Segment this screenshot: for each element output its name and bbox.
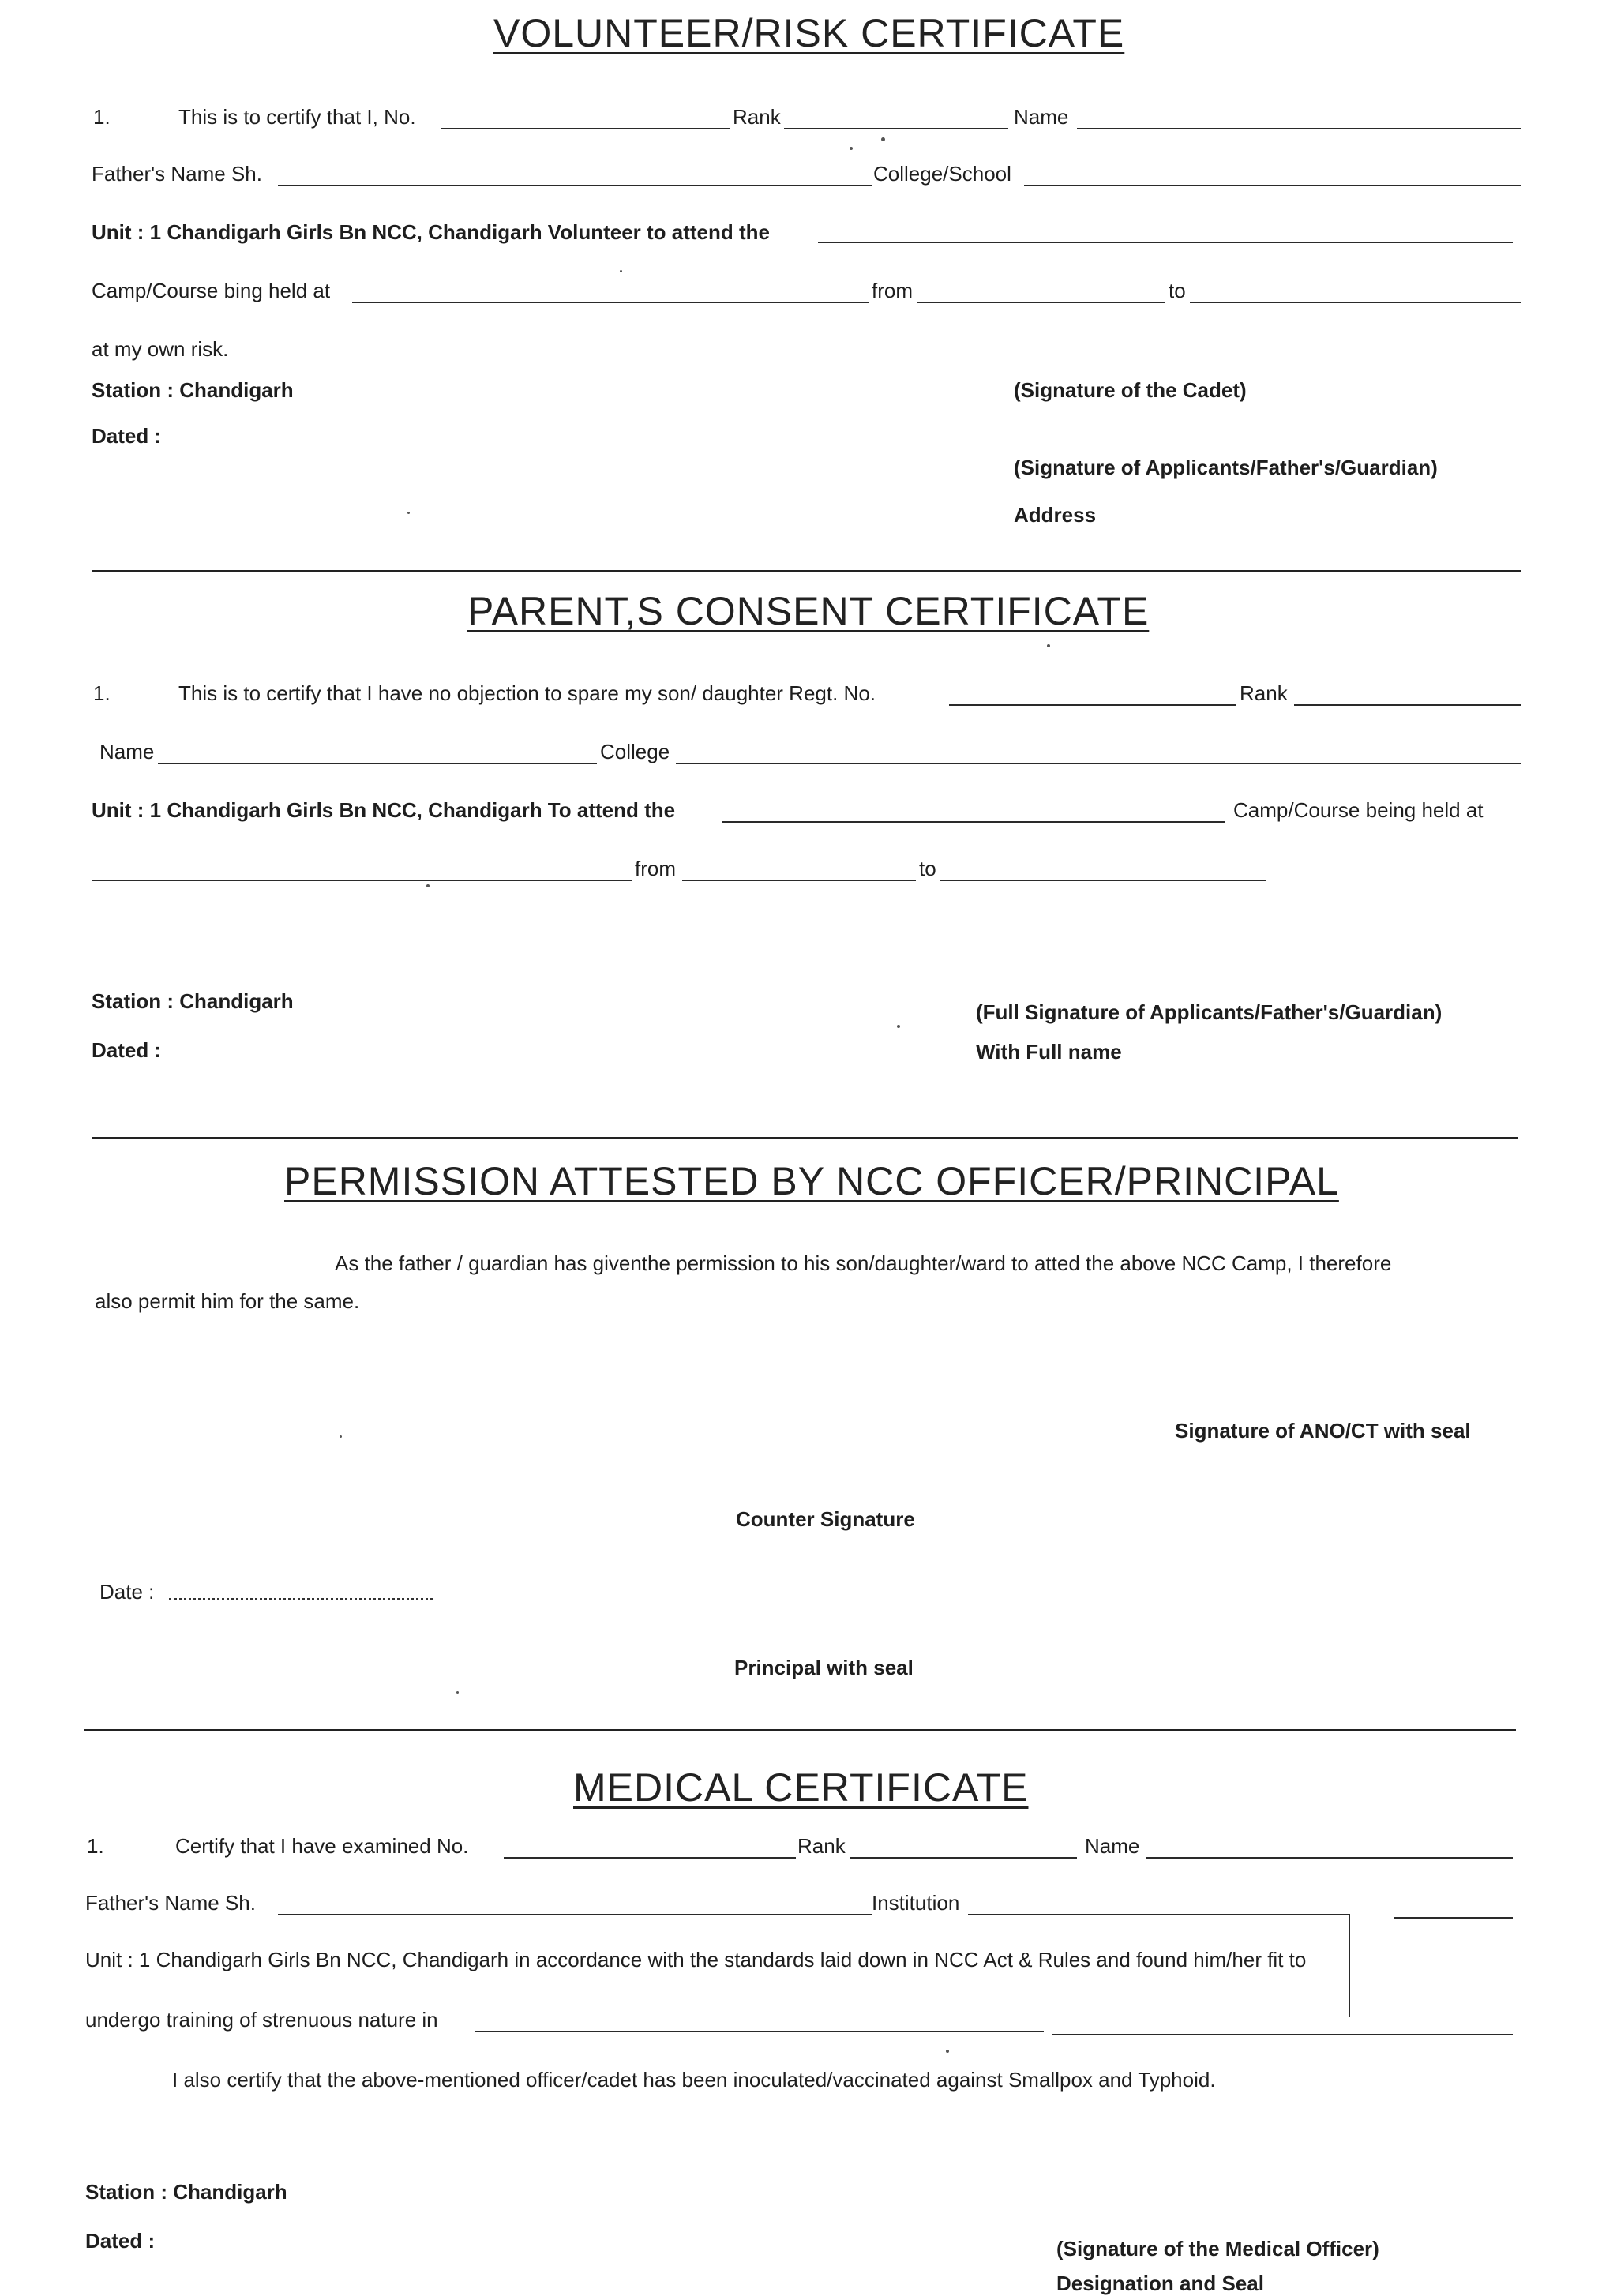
medical-extra-field[interactable] xyxy=(1394,1917,1513,1919)
medical-officer-signature: (Signature of the Medical Officer) xyxy=(1056,2237,1379,2260)
parents-station: Station : Chandigarh xyxy=(92,989,294,1013)
volunteer-station: Station : Chandigarh xyxy=(92,378,294,402)
permission-paragraph-line2: also permit him for the same. xyxy=(95,1289,360,1313)
volunteer-cadet-signature: (Signature of the Cadet) xyxy=(1014,378,1247,402)
medical-institution-field[interactable] xyxy=(968,1914,1350,1915)
counter-signature-label: Counter Signature xyxy=(736,1507,915,1531)
parents-camp-place-field[interactable] xyxy=(92,880,632,881)
scan-speck xyxy=(881,137,885,141)
medical-unit-text: Unit : 1 Chandigarh Girls Bn NCC, Chandigarh in accordance with the standards laid down in NCC Act & Rules and found him/her fit to xyxy=(85,1948,1307,1971)
volunteer-from-label: from xyxy=(872,279,913,302)
volunteer-college-field[interactable] xyxy=(1024,185,1521,186)
volunteer-number-field[interactable] xyxy=(441,128,730,129)
scan-speck xyxy=(946,2050,949,2053)
parents-name-field[interactable] xyxy=(158,763,597,764)
medical-name-field[interactable] xyxy=(1146,1857,1513,1859)
ano-signature-label: Signature of ANO/CT with seal xyxy=(1175,1419,1471,1443)
parents-item-number: 1. xyxy=(93,681,111,705)
volunteer-risk-text: at my own risk. xyxy=(92,337,229,361)
medical-undergo-text: undergo training of strenuous nature in xyxy=(85,2008,438,2032)
parents-regt-number-field[interactable] xyxy=(949,704,1236,706)
volunteer-father-label: Father's Name Sh. xyxy=(92,162,262,186)
volunteer-address-label: Address xyxy=(1014,503,1097,527)
volunteer-certificate-title: VOLUNTEER/RISK CERTIFICATE xyxy=(493,11,1125,55)
parents-dated: Dated : xyxy=(92,1038,162,1062)
medical-station: Station : Chandigarh xyxy=(85,2180,287,2204)
medical-name-label: Name xyxy=(1085,1834,1140,1858)
scan-speck xyxy=(897,1025,900,1028)
parents-rank-field[interactable] xyxy=(1294,704,1521,706)
parents-from-label: from xyxy=(635,857,676,880)
parents-certificate-title: PARENT,S CONSENT CERTIFICATE xyxy=(467,589,1150,633)
medical-father-label: Father's Name Sh. xyxy=(85,1891,256,1915)
volunteer-rank-label: Rank xyxy=(733,105,781,129)
permission-date-field[interactable] xyxy=(169,1598,433,1600)
volunteer-camp-label: Camp/Course bing held at xyxy=(92,279,331,302)
medical-number-field[interactable] xyxy=(504,1857,796,1859)
volunteer-camp-place-field[interactable] xyxy=(352,302,869,303)
volunteer-rank-field[interactable] xyxy=(784,128,1008,129)
medical-rank-label: Rank xyxy=(797,1834,846,1858)
parents-college-label: College xyxy=(600,740,670,763)
parents-rank-label: Rank xyxy=(1240,681,1288,705)
medical-certificate-title: MEDICAL CERTIFICATE xyxy=(573,1765,1029,1810)
section-divider xyxy=(92,1137,1518,1139)
medical-handwritten-bracket xyxy=(1349,1914,1350,2017)
section-divider xyxy=(92,570,1521,572)
permission-title: PERMISSION ATTESTED BY NCC OFFICER/PRINCIPAL xyxy=(284,1159,1339,1203)
parents-to-field[interactable] xyxy=(940,880,1266,881)
medical-certify-text: Certify that I have examined No. xyxy=(175,1834,469,1858)
scan-speck xyxy=(340,1435,342,1438)
volunteer-name-label: Name xyxy=(1014,105,1069,129)
medical-training-field[interactable] xyxy=(475,2031,1044,2032)
principal-seal-label: Principal with seal xyxy=(734,1656,914,1679)
medical-training-field-2[interactable] xyxy=(1052,2034,1513,2035)
volunteer-to-label: to xyxy=(1169,279,1186,302)
medical-rank-field[interactable] xyxy=(850,1857,1077,1859)
medical-item-number: 1. xyxy=(87,1834,104,1858)
permission-paragraph-line1: As the father / guardian has giventhe permission to his son/daughter/ward to atted the above NCC Camp, I therefore xyxy=(335,1251,1392,1275)
medical-designation-seal: Designation and Seal xyxy=(1056,2272,1264,2295)
parents-camp-name-field[interactable] xyxy=(722,821,1225,823)
scan-speck xyxy=(407,512,410,514)
volunteer-from-field[interactable] xyxy=(917,302,1165,303)
scan-speck xyxy=(426,884,430,887)
parents-from-field[interactable] xyxy=(682,880,916,881)
parents-camp-text: Camp/Course being held at xyxy=(1233,798,1484,822)
scan-speck xyxy=(620,270,622,272)
volunteer-unit-text: Unit : 1 Chandigarh Girls Bn NCC, Chandigarh Volunteer to attend the xyxy=(92,220,770,244)
parents-full-signature: (Full Signature of Applicants/Father's/Guardian) xyxy=(976,1000,1443,1024)
medical-father-field[interactable] xyxy=(278,1914,872,1915)
parents-name-label: Name xyxy=(99,740,155,763)
parents-certify-text: This is to certify that I have no objection to spare my son/ daughter Regt. No. xyxy=(178,681,876,705)
scan-speck xyxy=(850,147,853,150)
volunteer-dated: Dated : xyxy=(92,424,162,448)
permission-date-label: Date : xyxy=(99,1580,155,1604)
medical-inoculated-text: I also certify that the above-mentioned officer/cadet has been inoculated/vaccinated against Smallpox and Typhoid. xyxy=(172,2068,1216,2092)
volunteer-camp-name-field[interactable] xyxy=(818,242,1513,243)
volunteer-to-field[interactable] xyxy=(1190,302,1521,303)
section-divider xyxy=(84,1729,1516,1731)
scan-speck xyxy=(1047,644,1050,647)
volunteer-guardian-signature: (Signature of Applicants/Father's/Guardian) xyxy=(1014,456,1438,479)
volunteer-item-number: 1. xyxy=(93,105,111,129)
parents-college-field[interactable] xyxy=(676,763,1521,764)
medical-dated: Dated : xyxy=(85,2229,156,2253)
parents-unit-text: Unit : 1 Chandigarh Girls Bn NCC, Chandigarh To attend the xyxy=(92,798,676,822)
parents-with-full-name: With Full name xyxy=(976,1040,1122,1064)
medical-institution-label: Institution xyxy=(872,1891,960,1915)
volunteer-father-field[interactable] xyxy=(278,185,872,186)
volunteer-college-label: College/School xyxy=(873,162,1011,186)
parents-to-label: to xyxy=(919,857,936,880)
volunteer-name-field[interactable] xyxy=(1077,128,1521,129)
scan-speck xyxy=(456,1691,459,1694)
volunteer-certify-text: This is to certify that I, No. xyxy=(178,105,416,129)
